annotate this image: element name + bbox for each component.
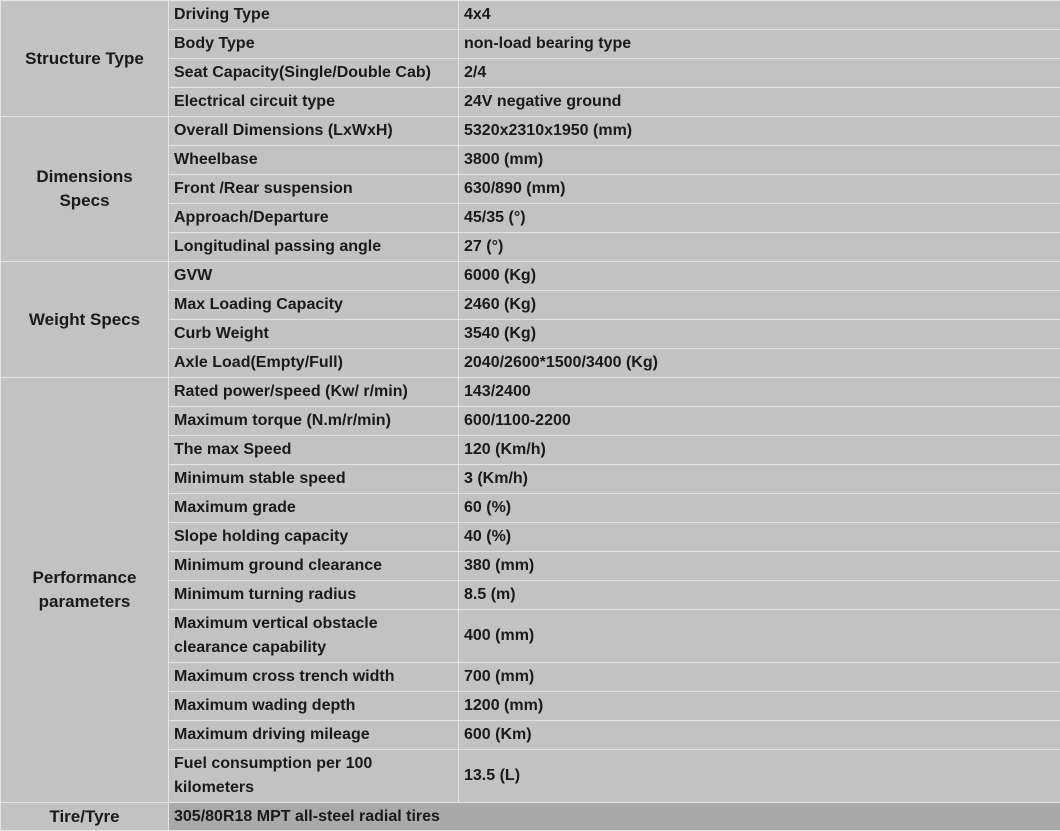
table-row bbox=[1, 803, 1060, 831]
spec-value: 40 (%) bbox=[459, 523, 1060, 552]
spec-value: 630/890 (mm) bbox=[459, 175, 1060, 204]
spec-value: non-load bearing type bbox=[459, 30, 1060, 59]
spec-label: Longitudinal passing angle bbox=[169, 233, 459, 262]
spec-value: 6000 (Kg) bbox=[459, 262, 1060, 291]
spec-label: Body Type bbox=[169, 30, 459, 59]
spec-value: 2/4 bbox=[459, 59, 1060, 88]
spec-label: Driving Type bbox=[169, 1, 459, 30]
spec-label: Front /Rear suspension bbox=[169, 175, 459, 204]
spec-label: The max Speed bbox=[169, 436, 459, 465]
spec-label: Max Loading Capacity bbox=[169, 291, 459, 320]
spec-value: 2040/2600*1500/3400 (Kg) bbox=[459, 349, 1060, 378]
specs-table-body bbox=[1, 1, 1060, 831]
spec-value: 305/80R18 MPT all-steel radial tires bbox=[169, 803, 1060, 831]
spec-label: GVW bbox=[169, 262, 459, 291]
table-row bbox=[1, 378, 1060, 407]
table-row bbox=[1, 262, 1060, 291]
spec-value: 400 (mm) bbox=[459, 610, 1060, 663]
spec-label: Maximum grade bbox=[169, 494, 459, 523]
category-performance-parameters: Performance parameters bbox=[1, 378, 169, 803]
spec-label: Fuel consumption per 100 kilometers bbox=[169, 750, 459, 803]
spec-value: 27 (°) bbox=[459, 233, 1060, 262]
spec-label: Seat Capacity(Single/Double Cab) bbox=[169, 59, 459, 88]
spec-value: 45/35 (°) bbox=[459, 204, 1060, 233]
spec-value: 143/2400 bbox=[459, 378, 1060, 407]
spec-value: 8.5 (m) bbox=[459, 581, 1060, 610]
spec-label: Minimum turning radius bbox=[169, 581, 459, 610]
spec-label: Wheelbase bbox=[169, 146, 459, 175]
spec-value: 2460 (Kg) bbox=[459, 291, 1060, 320]
spec-label: Axle Load(Empty/Full) bbox=[169, 349, 459, 378]
spec-value: 13.5 (L) bbox=[459, 750, 1060, 803]
spec-value: 700 (mm) bbox=[459, 663, 1060, 692]
spec-label: Minimum stable speed bbox=[169, 465, 459, 494]
spec-label: Maximum vertical obstacle clearance capability bbox=[169, 610, 459, 663]
spec-value: 600 (Km) bbox=[459, 721, 1060, 750]
spec-value: 3540 (Kg) bbox=[459, 320, 1060, 349]
spec-label: Maximum torque (N.m/r/min) bbox=[169, 407, 459, 436]
spec-value: 5320x2310x1950 (mm) bbox=[459, 117, 1060, 146]
category-weight-specs: Weight Specs bbox=[1, 262, 169, 378]
spec-label: Maximum wading depth bbox=[169, 692, 459, 721]
spec-value: 3800 (mm) bbox=[459, 146, 1060, 175]
spec-label: Maximum cross trench width bbox=[169, 663, 459, 692]
spec-value: 24V negative ground bbox=[459, 88, 1060, 117]
spec-value: 4x4 bbox=[459, 1, 1060, 30]
category-tire-tyre: Tire/Tyre bbox=[1, 803, 169, 831]
spec-label: Rated power/speed (Kw/ r/min) bbox=[169, 378, 459, 407]
category-dimensions-specs: Dimensions Specs bbox=[1, 117, 169, 262]
spec-label: Maximum driving mileage bbox=[169, 721, 459, 750]
spec-value: 120 (Km/h) bbox=[459, 436, 1060, 465]
spec-value: 3 (Km/h) bbox=[459, 465, 1060, 494]
table-row bbox=[1, 117, 1060, 146]
spec-value: 600/1100-2200 bbox=[459, 407, 1060, 436]
spec-value: 380 (mm) bbox=[459, 552, 1060, 581]
spec-label: Overall Dimensions (LxWxH) bbox=[169, 117, 459, 146]
spec-label: Curb Weight bbox=[169, 320, 459, 349]
spec-label: Approach/Departure bbox=[169, 204, 459, 233]
spec-label: Minimum ground clearance bbox=[169, 552, 459, 581]
spec-label: Slope holding capacity bbox=[169, 523, 459, 552]
spec-value: 1200 (mm) bbox=[459, 692, 1060, 721]
spec-label: Electrical circuit type bbox=[169, 88, 459, 117]
table-row bbox=[1, 1, 1060, 30]
category-structure-type: Structure Type bbox=[1, 1, 169, 117]
spec-value: 60 (%) bbox=[459, 494, 1060, 523]
